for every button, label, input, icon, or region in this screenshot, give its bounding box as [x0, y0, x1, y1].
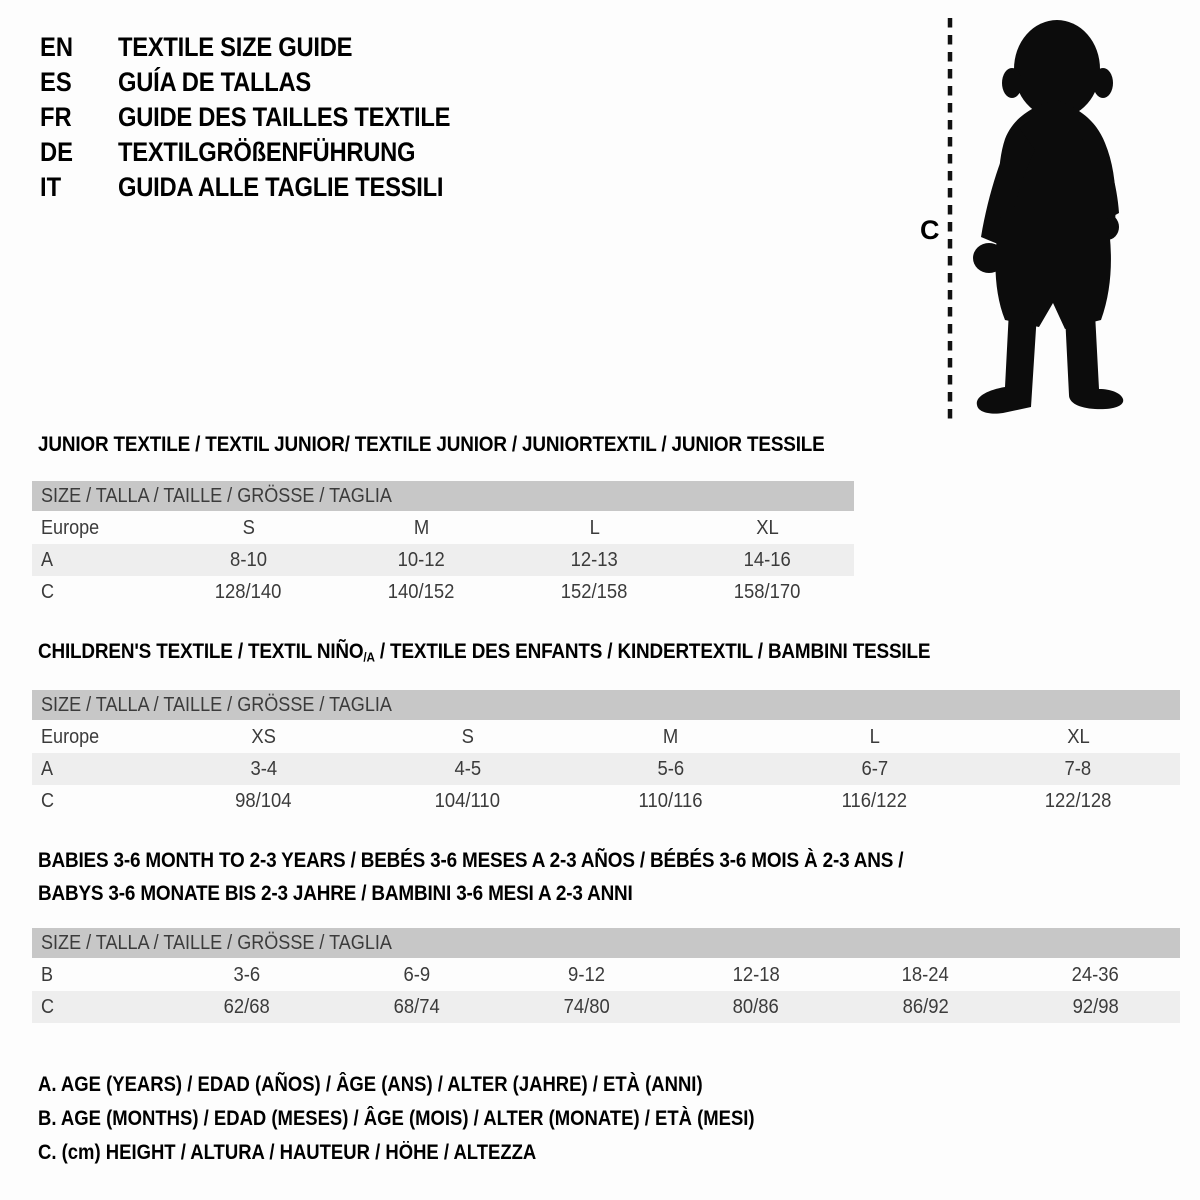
table-cell: 24-36: [1071, 963, 1119, 986]
nino-a-subscript: /A: [363, 649, 375, 665]
table-cell: XL: [1066, 725, 1090, 748]
babies-size-header: SIZE / TALLA / TAILLE / GRÖSSE / TAGLIA: [32, 928, 1180, 958]
toddler-figure: [918, 15, 1158, 425]
height-dashed-line-icon: [946, 18, 954, 420]
row-label: C: [41, 580, 55, 603]
measure-legend: [38, 1068, 852, 1170]
table-cell: XL: [756, 516, 779, 539]
junior-table: [32, 512, 854, 608]
table-cell: 12-18: [732, 963, 780, 986]
language-title-list: [40, 30, 496, 205]
table-row: [32, 785, 1180, 817]
row-label: B: [41, 963, 54, 986]
lang-row-fr: [40, 100, 496, 135]
legend-line-b: B. AGE (MONTHS) / EDAD (MESES) / ÂGE (MOIS) / ALTER (MONATE) / ETÀ (MESI): [38, 1107, 755, 1130]
legend-line-c: C. (cm) HEIGHT / ALTURA / HAUTEUR / HÖHE / ALTEZZA: [38, 1141, 537, 1164]
row-label: C: [41, 789, 55, 812]
babies-table: [32, 959, 1180, 1023]
table-cell: S: [242, 516, 255, 539]
table-cell: 10-12: [397, 548, 446, 571]
table-cell: S: [461, 725, 474, 748]
table-row: [32, 991, 1180, 1023]
table-cell: 14-16: [743, 548, 792, 571]
table-cell: 8-10: [230, 548, 267, 571]
table-row: [32, 576, 854, 608]
table-cell: 80/86: [732, 995, 779, 1018]
table-cell: M: [663, 725, 679, 748]
lang-code: EN: [40, 32, 74, 62]
legend-line-a: A. AGE (YEARS) / EDAD (AÑOS) / ÂGE (ANS) / ALTER (JAHRE) / ETÀ (ANNI): [38, 1073, 703, 1096]
lang-row-de: [40, 135, 496, 170]
table-cell: XS: [251, 725, 277, 748]
lang-code: IT: [40, 172, 62, 202]
row-label: A: [41, 757, 54, 780]
lang-code: DE: [40, 137, 74, 167]
lang-row-it: [40, 170, 496, 205]
toddler-silhouette-icon: [965, 15, 1140, 420]
lang-row-es: [40, 65, 496, 100]
table-row: [32, 544, 854, 576]
table-cell: 152/158: [561, 580, 628, 603]
children-table: [32, 721, 1180, 817]
table-cell: 6-7: [861, 757, 888, 780]
children-size-header: SIZE / TALLA / TAILLE / GRÖSSE / TAGLIA: [32, 690, 1180, 720]
row-label: C: [41, 995, 55, 1018]
lang-code: ES: [40, 67, 72, 97]
table-cell: 3-4: [250, 757, 278, 780]
table-cell: 62/68: [223, 995, 270, 1018]
babies-section-title-line1: BABIES 3-6 MONTH TO 2-3 YEARS / BEBÉS 3-6 MESES A 2-3 AÑOS / BÉBÉS 3-6 MOIS À 2-3 ANS /: [38, 848, 904, 872]
guide-title-fr: GUIDE DES TAILLES TEXTILE: [118, 102, 451, 132]
table-cell: 122/128: [1044, 789, 1112, 812]
table-cell: 7-8: [1064, 757, 1092, 780]
row-label: Europe: [41, 725, 100, 748]
table-cell: 6-9: [403, 963, 430, 986]
lang-code: FR: [40, 102, 72, 132]
row-label: Europe: [41, 516, 100, 539]
guide-title-es: GUÍA DE TALLAS: [118, 67, 311, 97]
guide-title-en: TEXTILE SIZE GUIDE: [118, 32, 353, 62]
guide-title-de: TEXTILGRÖßENFÜHRUNG: [118, 137, 416, 167]
table-row: [32, 753, 1180, 785]
row-label: A: [41, 548, 54, 571]
table-cell: L: [589, 516, 600, 539]
junior-size-header: SIZE / TALLA / TAILLE / GRÖSSE / TAGLIA: [32, 481, 854, 511]
table-cell: 18-24: [901, 963, 950, 986]
table-cell: 140/152: [388, 580, 455, 603]
height-measure-label: C: [920, 215, 940, 245]
table-cell: 12-13: [570, 548, 619, 571]
table-cell: 116/122: [841, 789, 908, 812]
table-cell: 3-6: [233, 963, 261, 986]
table-cell: M: [413, 516, 430, 539]
table-cell: 158/170: [734, 580, 801, 603]
table-row: [32, 512, 854, 544]
table-cell: 68/74: [393, 995, 440, 1018]
table-cell: 98/104: [235, 789, 293, 812]
children-section-title: CHILDREN'S TEXTILE / TEXTIL $NIÑO_{/A}$ / TEXTILE DES ENFANTS / KINDERTEXTIL / BAMBINI TESSILE: [38, 639, 931, 665]
babies-section-title-line2: BABYS 3-6 MONATE BIS 2-3 JAHRE / BAMBINI 3-6 MESI A 2-3 ANNI: [38, 881, 633, 905]
table-cell: 128/140: [215, 580, 282, 603]
table-cell: 110/116: [639, 789, 703, 812]
table-row: [32, 959, 1180, 991]
table-cell: 92/98: [1072, 995, 1119, 1018]
table-cell: 104/110: [434, 789, 501, 812]
table-row: [32, 721, 1180, 753]
table-cell: 5-6: [657, 757, 685, 780]
junior-section-title: JUNIOR TEXTILE / TEXTIL JUNIOR/ TEXTILE JUNIOR / JUNIORTEXTIL / JUNIOR TESSILE: [38, 432, 825, 456]
table-cell: 74/80: [563, 995, 610, 1018]
table-cell: 9-12: [567, 963, 605, 986]
table-cell: 4-5: [454, 757, 481, 780]
guide-title-it: GUIDA ALLE TAGLIE TESSILI: [118, 172, 444, 202]
table-cell: 86/92: [902, 995, 949, 1018]
lang-row-en: [40, 30, 496, 65]
table-cell: L: [869, 725, 880, 748]
